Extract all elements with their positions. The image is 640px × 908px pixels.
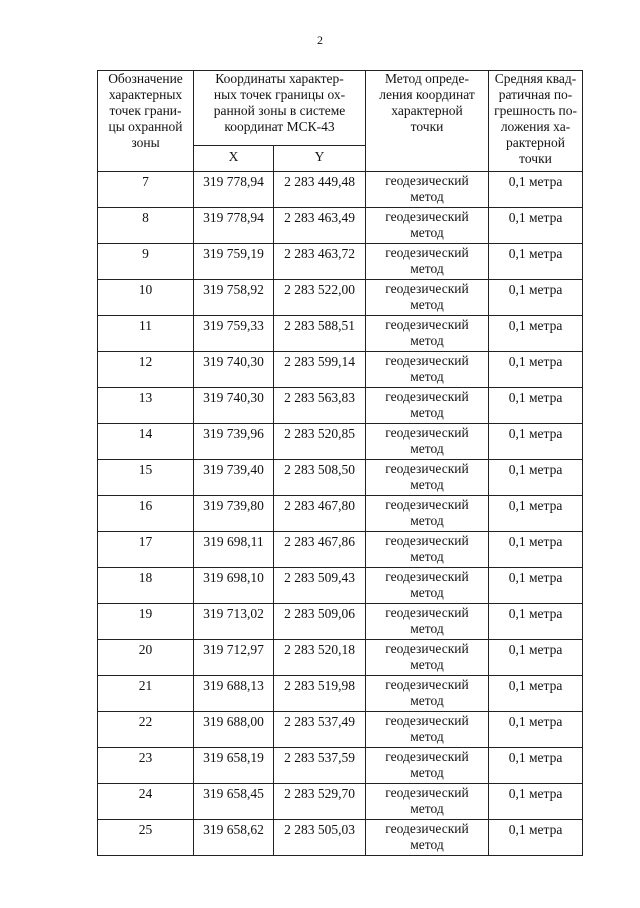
point-cell: 21 xyxy=(98,676,194,712)
method-line-1: геодезический xyxy=(385,677,469,692)
y-coordinate-cell: 2 283 520,18 xyxy=(274,640,366,676)
method-cell xyxy=(366,352,489,388)
y-coordinate-cell: 2 283 537,49 xyxy=(274,712,366,748)
table-row xyxy=(98,208,583,244)
x-coordinate-cell: 319 740,30 xyxy=(194,352,274,388)
method-cell xyxy=(366,712,489,748)
method-line-2: метод xyxy=(410,621,444,636)
method-line-1: геодезический xyxy=(385,209,469,224)
method-line-2: метод xyxy=(410,657,444,672)
method-cell xyxy=(366,568,489,604)
method-cell xyxy=(366,784,489,820)
y-coordinate-cell: 2 283 537,59 xyxy=(274,748,366,784)
method-line-1: геодезический xyxy=(385,281,469,296)
point-cell: 15 xyxy=(98,460,194,496)
error-cell: 0,1 метра xyxy=(489,460,583,496)
error-cell: 0,1 метра xyxy=(489,604,583,640)
table-row xyxy=(98,748,583,784)
point-cell: 9 xyxy=(98,244,194,280)
table-row xyxy=(98,244,583,280)
method-line-1: геодезический xyxy=(385,317,469,332)
table-row xyxy=(98,388,583,424)
table-row xyxy=(98,784,583,820)
y-coordinate-cell: 2 283 509,43 xyxy=(274,568,366,604)
x-coordinate-cell: 319 758,92 xyxy=(194,280,274,316)
error-cell: 0,1 метра xyxy=(489,280,583,316)
x-coordinate-cell: 319 740,30 xyxy=(194,388,274,424)
point-cell: 19 xyxy=(98,604,194,640)
coordinates-table xyxy=(97,70,583,856)
page-number: 2 xyxy=(317,33,323,47)
error-cell: 0,1 метра xyxy=(489,784,583,820)
y-coordinate-cell: 2 283 563,83 xyxy=(274,388,366,424)
y-coordinate-cell: 2 283 522,00 xyxy=(274,280,366,316)
method-line-1: геодезический xyxy=(385,461,469,476)
method-cell xyxy=(366,388,489,424)
method-line-1: геодезический xyxy=(385,605,469,620)
method-line-2: метод xyxy=(410,549,444,564)
error-cell: 0,1 метра xyxy=(489,316,583,352)
table-row xyxy=(98,568,583,604)
method-cell xyxy=(366,172,489,208)
x-coordinate-cell: 319 759,19 xyxy=(194,244,274,280)
y-coordinate-cell: 2 283 509,06 xyxy=(274,604,366,640)
error-cell: 0,1 метра xyxy=(489,496,583,532)
method-cell xyxy=(366,820,489,856)
method-line-2: метод xyxy=(410,477,444,492)
point-cell: 16 xyxy=(98,496,194,532)
table-row xyxy=(98,676,583,712)
method-line-2: метод xyxy=(410,729,444,744)
point-cell: 13 xyxy=(98,388,194,424)
error-cell: 0,1 метра xyxy=(489,676,583,712)
table-row xyxy=(98,712,583,748)
table-row xyxy=(98,172,583,208)
method-line-2: метод xyxy=(410,441,444,456)
method-cell xyxy=(366,208,489,244)
table-row xyxy=(98,604,583,640)
table-row xyxy=(98,316,583,352)
method-line-1: геодезический xyxy=(385,353,469,368)
header-y: Y xyxy=(274,146,366,172)
x-coordinate-cell: 319 778,94 xyxy=(194,172,274,208)
table-row xyxy=(98,352,583,388)
method-line-1: геодезический xyxy=(385,173,469,188)
table-row xyxy=(98,496,583,532)
error-cell: 0,1 метра xyxy=(489,244,583,280)
method-line-1: геодезический xyxy=(385,245,469,260)
error-cell: 0,1 метра xyxy=(489,532,583,568)
method-line-1: геодезический xyxy=(385,425,469,440)
point-cell: 17 xyxy=(98,532,194,568)
method-cell xyxy=(366,460,489,496)
x-coordinate-cell: 319 658,62 xyxy=(194,820,274,856)
y-coordinate-cell: 2 283 467,86 xyxy=(274,532,366,568)
method-line-2: метод xyxy=(410,333,444,348)
method-cell xyxy=(366,244,489,280)
y-coordinate-cell: 2 283 588,51 xyxy=(274,316,366,352)
point-cell: 14 xyxy=(98,424,194,460)
table-header-row xyxy=(98,71,583,146)
error-cell: 0,1 метра xyxy=(489,568,583,604)
y-coordinate-cell: 2 283 599,14 xyxy=(274,352,366,388)
x-coordinate-cell: 319 712,97 xyxy=(194,640,274,676)
table-row xyxy=(98,424,583,460)
x-coordinate-cell: 319 739,80 xyxy=(194,496,274,532)
error-cell: 0,1 метра xyxy=(489,352,583,388)
method-line-2: метод xyxy=(410,693,444,708)
point-cell: 11 xyxy=(98,316,194,352)
method-cell xyxy=(366,316,489,352)
x-coordinate-cell: 319 698,11 xyxy=(194,532,274,568)
error-cell: 0,1 метра xyxy=(489,388,583,424)
error-cell: 0,1 метра xyxy=(489,712,583,748)
method-cell xyxy=(366,424,489,460)
point-cell: 12 xyxy=(98,352,194,388)
method-line-2: метод xyxy=(410,837,444,852)
method-line-2: метод xyxy=(410,801,444,816)
point-cell: 25 xyxy=(98,820,194,856)
header-coordinates: Координаты характер- ных точек границы ох- ранной зоны в системе координат МСК-43 xyxy=(194,71,366,146)
error-cell: 0,1 метра xyxy=(489,424,583,460)
method-line-1: геодезический xyxy=(385,713,469,728)
error-cell: 0,1 метра xyxy=(489,640,583,676)
method-line-1: геодезический xyxy=(385,533,469,548)
method-cell xyxy=(366,496,489,532)
y-coordinate-cell: 2 283 463,72 xyxy=(274,244,366,280)
header-x: X xyxy=(194,146,274,172)
x-coordinate-cell: 319 698,10 xyxy=(194,568,274,604)
method-cell xyxy=(366,640,489,676)
method-line-2: метод xyxy=(410,189,444,204)
y-coordinate-cell: 2 283 467,80 xyxy=(274,496,366,532)
x-coordinate-cell: 319 739,40 xyxy=(194,460,274,496)
y-coordinate-cell: 2 283 529,70 xyxy=(274,784,366,820)
point-cell: 8 xyxy=(98,208,194,244)
method-line-2: метод xyxy=(410,261,444,276)
method-line-2: метод xyxy=(410,405,444,420)
method-cell xyxy=(366,604,489,640)
method-line-2: метод xyxy=(410,765,444,780)
y-coordinate-cell: 2 283 505,03 xyxy=(274,820,366,856)
method-line-1: геодезический xyxy=(385,569,469,584)
x-coordinate-cell: 319 688,00 xyxy=(194,712,274,748)
x-coordinate-cell: 319 658,19 xyxy=(194,748,274,784)
y-coordinate-cell: 2 283 520,85 xyxy=(274,424,366,460)
point-cell: 10 xyxy=(98,280,194,316)
header-designation: Обозначение характерных точек грани- цы охранной зоны xyxy=(98,71,194,172)
y-coordinate-cell: 2 283 508,50 xyxy=(274,460,366,496)
method-cell xyxy=(366,280,489,316)
table-body xyxy=(98,172,583,856)
point-cell: 24 xyxy=(98,784,194,820)
point-cell: 18 xyxy=(98,568,194,604)
y-coordinate-cell: 2 283 463,49 xyxy=(274,208,366,244)
table-row xyxy=(98,280,583,316)
table-row xyxy=(98,532,583,568)
x-coordinate-cell: 319 739,96 xyxy=(194,424,274,460)
y-coordinate-cell: 2 283 449,48 xyxy=(274,172,366,208)
x-coordinate-cell: 319 658,45 xyxy=(194,784,274,820)
method-line-2: метод xyxy=(410,369,444,384)
point-cell: 20 xyxy=(98,640,194,676)
header-method: Метод опреде- ления координат характерной точки xyxy=(366,71,489,172)
x-coordinate-cell: 319 759,33 xyxy=(194,316,274,352)
method-cell xyxy=(366,676,489,712)
y-coordinate-cell: 2 283 519,98 xyxy=(274,676,366,712)
point-cell: 23 xyxy=(98,748,194,784)
x-coordinate-cell: 319 713,02 xyxy=(194,604,274,640)
error-cell: 0,1 метра xyxy=(489,208,583,244)
table-row xyxy=(98,640,583,676)
table-row xyxy=(98,820,583,856)
header-error: Средняя квад- ратичная по- грешность по- ложения ха- рактерной точки xyxy=(489,71,583,172)
point-cell: 22 xyxy=(98,712,194,748)
x-coordinate-cell: 319 688,13 xyxy=(194,676,274,712)
method-line-1: геодезический xyxy=(385,497,469,512)
method-cell xyxy=(366,532,489,568)
error-cell: 0,1 метра xyxy=(489,820,583,856)
method-line-2: метод xyxy=(410,225,444,240)
method-line-1: геодезический xyxy=(385,821,469,836)
method-line-1: геодезический xyxy=(385,389,469,404)
method-line-2: метод xyxy=(410,297,444,312)
method-line-1: геодезический xyxy=(385,641,469,656)
method-line-2: метод xyxy=(410,513,444,528)
method-cell xyxy=(366,748,489,784)
x-coordinate-cell: 319 778,94 xyxy=(194,208,274,244)
table-row xyxy=(98,460,583,496)
method-line-1: геодезический xyxy=(385,785,469,800)
error-cell: 0,1 метра xyxy=(489,748,583,784)
point-cell: 7 xyxy=(98,172,194,208)
error-cell: 0,1 метра xyxy=(489,172,583,208)
method-line-1: геодезический xyxy=(385,749,469,764)
method-line-2: метод xyxy=(410,585,444,600)
